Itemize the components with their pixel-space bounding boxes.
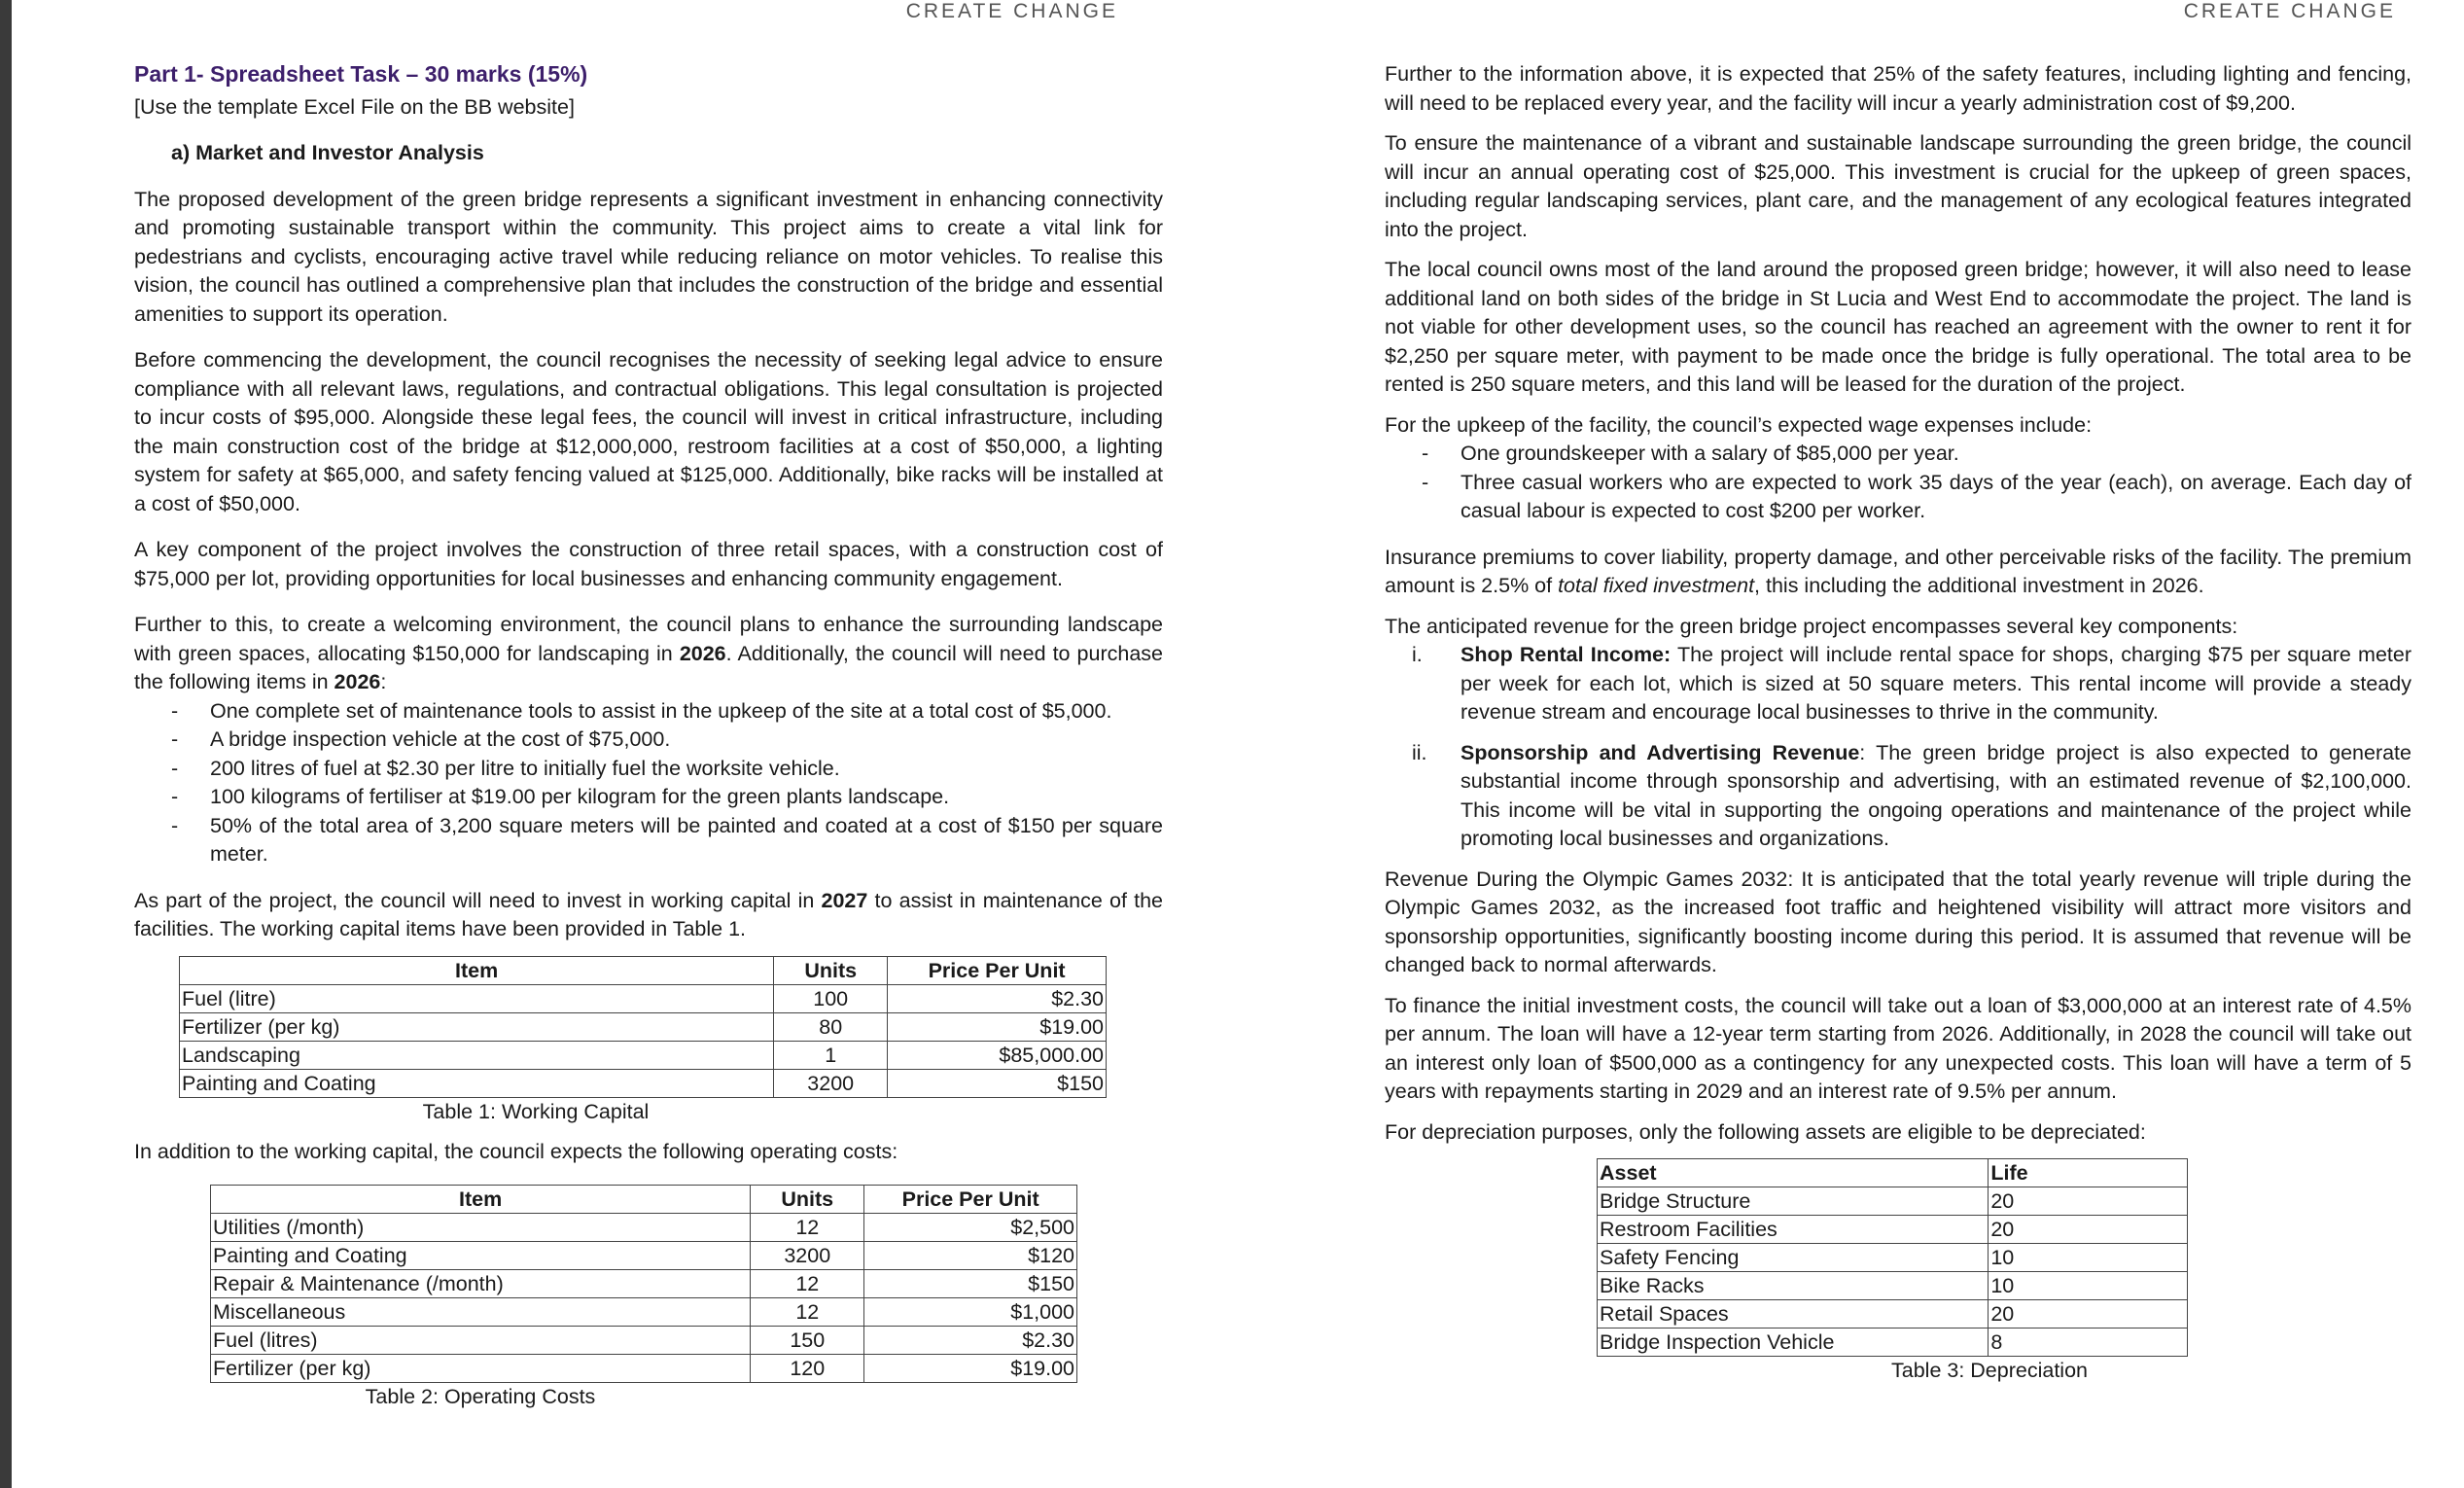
table-row: Bike Racks 10 bbox=[1598, 1272, 2188, 1300]
paragraph: To ensure the maintenance of a vibrant and sustainable landscape surrounding the green bridge, the council will incur an annual operating cost of $25,000. This investment is crucial for the upkeep of green spaces, including regular landscaping services, plant care, and the management of any ecological features integrated into the project. bbox=[1385, 131, 2411, 241]
header-brand: CREATE CHANGE bbox=[2183, 0, 2396, 22]
purchase-list bbox=[134, 697, 1163, 869]
table-row: Miscellaneous 12 $1,000 bbox=[211, 1297, 1077, 1326]
table-row: Fertilizer (per kg) 120 $19.00 bbox=[211, 1354, 1077, 1382]
list-item: - One complete set of maintenance tools to assist in the upkeep of the site at a total cost of $5,000. bbox=[134, 697, 1163, 726]
table1-wrap bbox=[179, 956, 1107, 1127]
table-row: Painting and Coating 3200 $120 bbox=[211, 1241, 1077, 1269]
table-row: Repair & Maintenance (/month) 12 $150 bbox=[211, 1269, 1077, 1297]
paragraph: Before commencing the development, the council recognises the necessity of seeking legal advice to ensure compliance with all relevant laws, regulations, and contractual obligations. This legal consultation is projected to incur costs of $95,000. Alongside these legal fees, the council will invest in critical infrastructure, including the main construction cost of the bridge at $12,000,000, restroom facilities at a cost of $50,000, a lighting system for safety at $65,000, and safety fencing valued at $125,000. Additionally, bike racks will be installed at a cost of $50,000. bbox=[134, 348, 1163, 515]
paragraph: Further to the information above, it is expected that 25% of the safety features, including lighting and fencing, will need to be replaced every year, and the facility will incur a yearly administration cost of $9,200. bbox=[1385, 62, 2411, 115]
paragraph: In addition to the working capital, the council expects the following operating costs: bbox=[134, 1140, 898, 1163]
table-row: Fuel (litre) 100 $2.30 bbox=[180, 984, 1107, 1012]
table-header-row: Item Units Price Per Unit bbox=[211, 1185, 1077, 1213]
table-caption: Table 2: Operating Costs bbox=[365, 1384, 596, 1408]
paragraph: The anticipated revenue for the green bridge project encompasses several key components: bbox=[1385, 614, 2238, 638]
paragraph: To finance the initial investment costs, the council will take out a loan of $3,000,000 at an interest rate of 4.5% per annum. The loan will have a 12-year term starting from 2026. Additionally, in 2028 the council will take out an interest only loan of $500,000 as a contingency for any unexpected costs. This loan will have a term of 5 years with repayments starting in 2029 and an interest rate of 9.5% per annum. bbox=[1385, 993, 2411, 1103]
right-content bbox=[1385, 60, 2411, 1386]
table-row: Bridge Structure 20 bbox=[1598, 1187, 2188, 1216]
list-item: - One groundskeeper with a salary of $85,000 per year. bbox=[1385, 440, 2411, 469]
list-item: - 200 litres of fuel at $2.30 per litre to initially fuel the worksite vehicle. bbox=[134, 755, 1163, 784]
list-item: - 100 kilograms of fertiliser at $19.00 per kilogram for the green plants landscape. bbox=[134, 783, 1163, 812]
window-edge bbox=[0, 0, 12, 1488]
depreciation-table bbox=[1597, 1158, 2188, 1357]
table3-wrap bbox=[1597, 1158, 2188, 1386]
table-caption: Table 1: Working Capital bbox=[422, 1099, 650, 1123]
left-page bbox=[12, 0, 1235, 1488]
paragraph: Revenue During the Olympic Games 2032: It is anticipated that the total yearly revenue will triple during the Olympic Games 2032, as the increased foot traffic and heightened visibility will attract more visitors and sponsorship opportunities, significantly boosting income during this period. It is assumed that revenue will be changed back to normal afterwards. bbox=[1385, 867, 2411, 976]
page-title: Part 1- Spreadsheet Task – 30 marks (15%) bbox=[134, 61, 588, 87]
table-row: Retail Spaces 20 bbox=[1598, 1300, 2188, 1329]
revenue-list bbox=[1385, 641, 2411, 854]
list-item: - A bridge inspection vehicle at the cost of $75,000. bbox=[134, 726, 1163, 755]
table-row: Landscaping 1 $85,000.00 bbox=[180, 1041, 1107, 1069]
paragraph: A key component of the project involves the construction of three retail spaces, with a construction cost of $75,000 per lot, providing opportunities for local businesses and enhancing community engagement. bbox=[134, 538, 1163, 590]
paragraph: The local council owns most of the land around the proposed green bridge; however, it will also need to lease additional land on both sides of the bridge in St Lucia and West End to accommodate the project. The land is not viable for other development uses, so the council has reached an agreement with the owner to rent it for $2,250 per square meter, with payment to be made once the bridge is fully operational. The total area to be rented is 250 square meters, and this land will be leased for the duration of the project. bbox=[1385, 258, 2411, 396]
table-row: Safety Fencing 10 bbox=[1598, 1244, 2188, 1272]
list-item: i. Shop Rental Income: The project will include rental space for shops, charging $75 per square meter per week for each lot, which is sized at 50 square meters. This rental income will provide a steady revenue stream and encourage local businesses to thrive in the community. bbox=[1412, 643, 2411, 724]
table-header-row: Asset Life bbox=[1598, 1159, 2188, 1187]
operating-costs-table bbox=[210, 1185, 1077, 1383]
table-row: Painting and Coating 3200 $150 bbox=[180, 1069, 1107, 1097]
section-heading: a) Market and Investor Analysis bbox=[171, 141, 484, 164]
paragraph: For depreciation purposes, only the following assets are eligible to be depreciated: bbox=[1385, 1119, 2146, 1144]
template-note: [Use the template Excel File on the BB website] bbox=[134, 94, 575, 119]
list-item: - Three casual workers who are expected to work 35 days of the year (each), on average. Each day of casual labour is expected to cost $200 per worker. bbox=[1385, 469, 2411, 526]
right-page bbox=[1235, 0, 2464, 1488]
left-content bbox=[134, 60, 1163, 1411]
table-row: Fertilizer (per kg) 80 $19.00 bbox=[180, 1012, 1107, 1041]
list-item: ii. Sponsorship and Advertising Revenue: The green bridge project is also expected to generate substantial income through sponsorship and advertising, with an estimated revenue of $2,100,000. This income will be vital in supporting the ongoing operations and maintenance of the project while promoting local businesses and organizations. bbox=[1412, 740, 2411, 850]
list-item: - 50% of the total area of 3,200 square meters will be painted and coated at a cost of $150 per square meter. bbox=[134, 812, 1163, 869]
table2-wrap bbox=[210, 1185, 1077, 1412]
paragraph: Insurance premiums to cover liability, property damage, and other perceivable risks of the facility. The premium amount is 2.5% of total fixed investment, this including the additional investment in 2026. bbox=[1385, 545, 2411, 597]
table-row: Utilities (/month) 12 $2,500 bbox=[211, 1213, 1077, 1241]
header-brand: CREATE CHANGE bbox=[905, 0, 1118, 22]
table-header-row: Item Units Price Per Unit bbox=[180, 956, 1107, 984]
paragraph: For the upkeep of the facility, the council’s expected wage expenses include: bbox=[1385, 412, 2093, 437]
table-row: Fuel (litres) 150 $2.30 bbox=[211, 1326, 1077, 1354]
paragraph: As part of the project, the council will need to invest in working capital in 2027 to assist in maintenance of the facilities. The working capital items have been provided in Table 1. bbox=[134, 888, 1163, 940]
paragraph: Further to this, to create a welcoming environment, the council plans to enhance the surrounding landscape with green spaces, allocating $150,000 for landscaping in 2026. Additionally, the council will need to purchase the following items in 2026: bbox=[134, 613, 1163, 693]
wages-list bbox=[1385, 440, 2411, 526]
table-caption: Table 3: Depreciation bbox=[1891, 1359, 2088, 1382]
working-capital-table bbox=[179, 956, 1107, 1098]
table-row: Restroom Facilities 20 bbox=[1598, 1216, 2188, 1244]
table-row: Bridge Inspection Vehicle 8 bbox=[1598, 1329, 2188, 1357]
paragraph: The proposed development of the green bridge represents a significant investment in enhancing connectivity and promoting sustainable transport within the community. This project aims to create a vital link for pedestrians and cyclists, encouraging active travel while reducing reliance on motor vehicles. To realise this vision, the council has outlined a comprehensive plan that includes the construction of the bridge and essential amenities to support its operation. bbox=[134, 187, 1163, 326]
